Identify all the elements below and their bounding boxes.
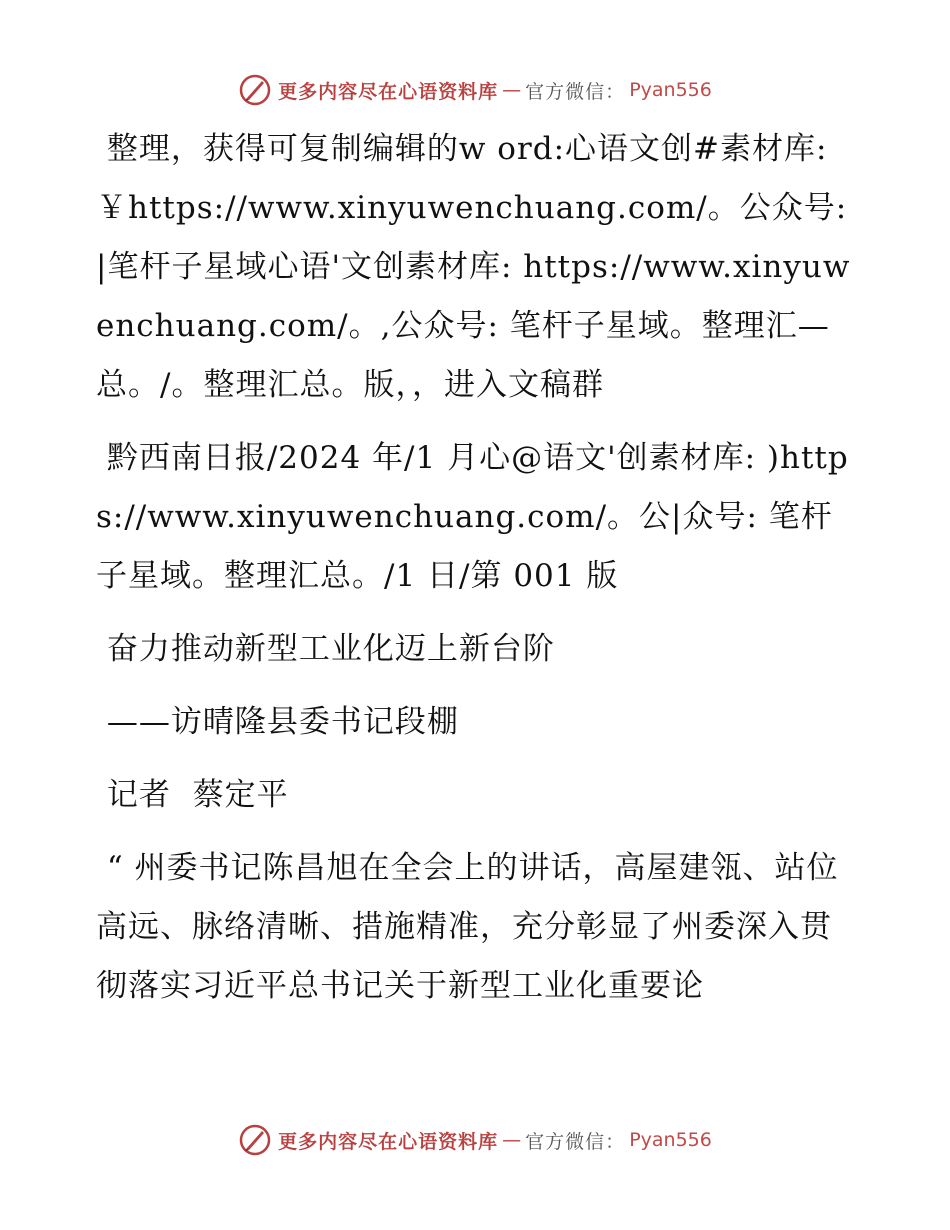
banner-official-label: 官方微信： [525, 80, 626, 103]
banner-official-label: 官方微信： [525, 1130, 626, 1153]
document-body [96, 120, 859, 1016]
quill-pen-logo-icon [238, 73, 272, 107]
banner-dash: — [502, 79, 522, 101]
quill-pen-logo-icon [238, 1123, 272, 1157]
header-watermark-banner [0, 70, 950, 110]
banner-main-text: 更多内容尽在心语资料库 [278, 80, 499, 103]
article-byline: 记者 蔡定平 [96, 777, 289, 813]
banner-dash: — [502, 1129, 522, 1151]
banner-wechat-id: Pyan556 [629, 79, 712, 101]
intro-paragraph: 整理，获得可复制编辑的w ord:心语文创#素材库: ￥https://www.xinyuwenchuang.com/。公众号: |笔杆子星域心语'文创素材库: https://www.xinyuwenchuang.com/。,公众号: 笔杆子星域。整理汇—总。/。整理汇总。版，，进入文稿群 [96, 131, 859, 403]
article-title: 奋力推动新型工业化迈上新台阶 [96, 631, 555, 667]
banner-main-text: 更多内容尽在心语资料库 [278, 1130, 499, 1153]
article-body-paragraph: “ 州委书记陈昌旭在全会上的讲话，高屋建瓴、站位高远、脉络清晰、措施精准，充分彰显了州委深入贯彻落实习近平总书记关于新型工业化重要论 [96, 850, 839, 1004]
source-paragraph: 黔西南日报/2024 年/1 月心@语文'创素材库: )https://www.xinyuwenchuang.com/。公|众号: 笔杆子星域。整理汇总。/1 日/第 001 版 [96, 440, 849, 594]
article-subtitle: ——访晴隆县委书记段棚 [96, 704, 459, 740]
footer-watermark-banner [0, 1120, 950, 1160]
banner-wechat-id: Pyan556 [629, 1129, 712, 1151]
